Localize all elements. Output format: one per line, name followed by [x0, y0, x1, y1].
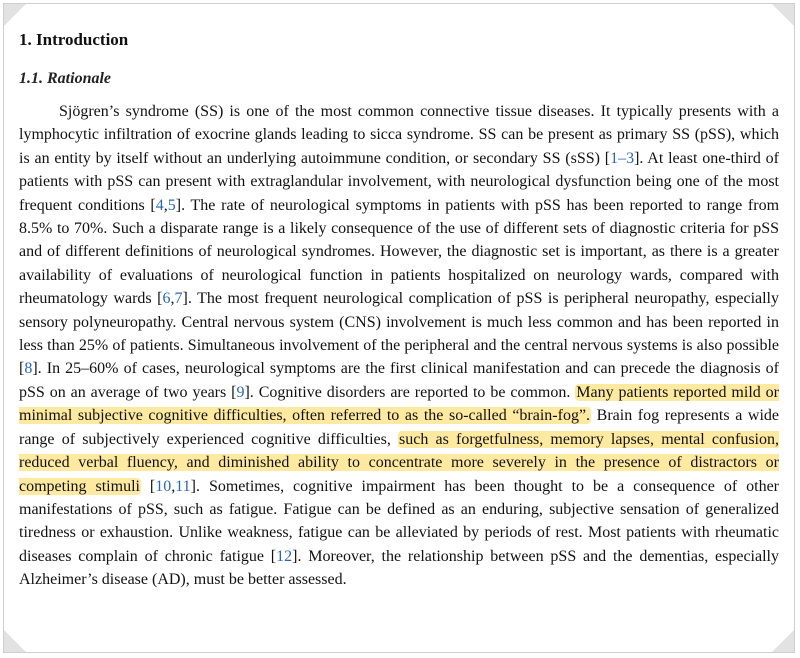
citation-link[interactable]: 12: [276, 547, 293, 565]
highlighted-text: Many patients reported mild or minimal subjective cognitive difficulties, often referred to as the so-called “brain-fog”.: [19, 383, 780, 425]
article-content: [19, 28, 779, 592]
paragraph-text: [: [140, 477, 156, 495]
paragraph-text: ,: [163, 196, 168, 214]
paragraph-text: ]. In 25–60% of cases, neurological symptoms are the first clinical manifestation and can precede the diagnosis of pSS on an average of two years [: [19, 360, 779, 401]
page-corner-fold-bottom-left: [4, 630, 26, 652]
citation-link[interactable]: 6: [162, 290, 171, 308]
subsection-title: 1.1. Rationale: [19, 70, 112, 87]
citation-link[interactable]: 4: [155, 196, 164, 214]
paragraph-text: ]. The most frequent neurological complication of pSS is peripheral neuropathy, especially sensory polyneuropathy. Central nervous system (CNS) involvement is much less common and has been reported in less than 25% of patients. Simultaneous involvement of the peripheral and the central nervous systems is also possible [: [19, 290, 780, 378]
citation-link[interactable]: 8: [24, 360, 33, 378]
section-title: 1. Introduction: [19, 30, 129, 49]
paragraph-text: Sjögren’s syndrome (SS) is one of the most common connective tissue diseases. It typically presents with a lymphocytic infiltration of exocrine glands leading to sicca syndrome. SS can be present as primary SS (pSS), which is an entity by itself without an underlying autoimmune condition, or secondary SS (sSS) [: [19, 103, 779, 167]
page-corner-fold-bottom-right: [772, 630, 794, 652]
paragraph-text: ]. Sometimes, cognitive impairment has been thought to be a consequence of other manifestations of pSS, such as fatigue. Fatigue can be defined as an enduring, subjective sensation of generalized tiredness or exhaustion. Unlike weakness, fatigue can be alleviated by periods of rest. Most patients with rheumatic diseases complain of chronic fatigue [: [19, 477, 779, 565]
citation-link[interactable]: 7: [174, 290, 183, 308]
citation-link[interactable]: 11: [175, 477, 191, 495]
citation-link[interactable]: 5: [167, 196, 176, 214]
citation-link[interactable]: 9: [236, 383, 245, 401]
page-corner-fold-top-right: [772, 4, 794, 26]
citation-link[interactable]: 1–3: [610, 149, 635, 167]
citation-link[interactable]: 10: [155, 477, 172, 495]
paragraph-text: ]. Cognitive disorders are reported to be common.: [244, 383, 576, 401]
paragraph-text: ,: [171, 477, 176, 495]
paragraph-text: Brain fog represents a wide range of subjectively experienced cognitive difficulties,: [19, 407, 780, 448]
paragraph-text: ]. The rate of neurological symptoms in patients with pSS has been reported to range from 8.5% to 70%. Such a disparate range is a likely consequence of the use of different sets of diagnostic criteria for pSS and of different definitions of neurological syndromes. However, the diagnostic set is important, as there is a greater availability of evaluations of neurological function in patients hospitalized on neurology wards, compared with rheumatology wards [: [19, 196, 780, 308]
highlighted-text: such as forgetfulness, memory lapses, mental confusion, reduced verbal fluency, and diminished ability to concentrate more severely in the presence of distractors or competing stimuli: [19, 430, 779, 495]
paragraph-text: ]. Moreover, the relationship between pSS and the dementias, especially Alzheimer’s disease (AD), must be better assessed.: [19, 547, 779, 589]
paragraph-text: ,: [170, 290, 175, 308]
paragraph-text: ]. At least one-third of patients with pSS can present with extraglandular involvement, with neurological dysfunction being one of the most frequent conditions [: [19, 149, 779, 214]
body-paragraph: [19, 100, 779, 592]
page-corner-fold-top-left: [4, 4, 26, 26]
